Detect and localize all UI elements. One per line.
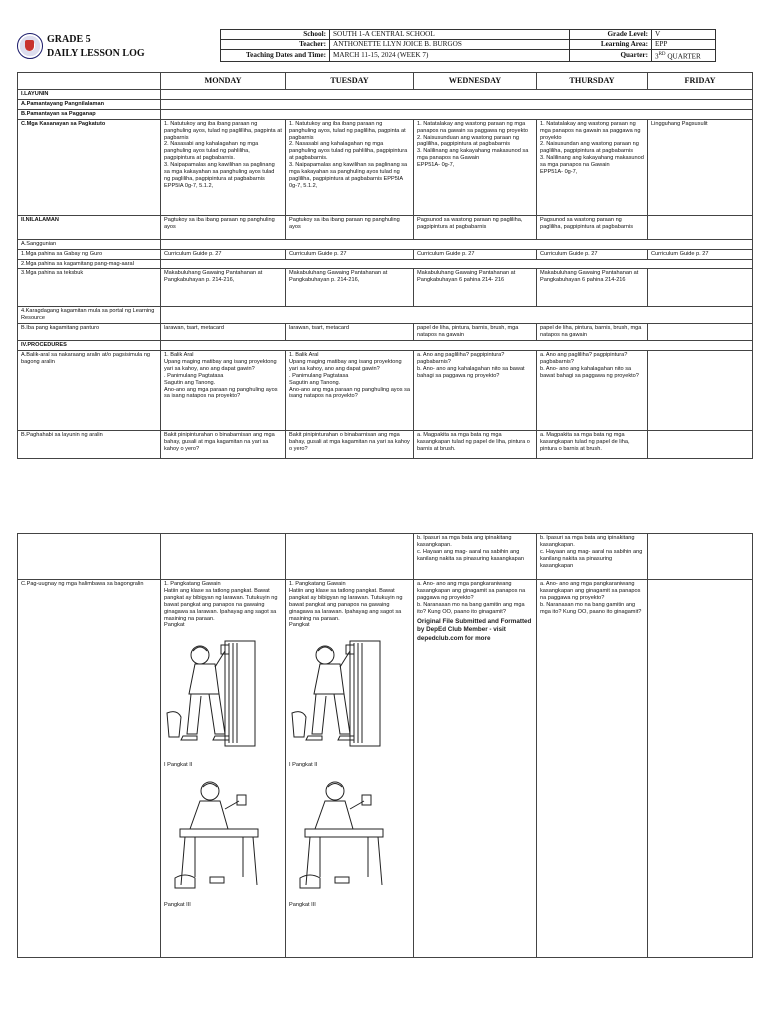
- quarter-value: 3RD QUARTER: [652, 50, 716, 62]
- day-header: THURSDAY: [537, 73, 648, 90]
- group-caption: I Pangkat II: [289, 762, 318, 769]
- row-label: B.Pamantayan sa Pagganap: [18, 109, 161, 119]
- row-label: 4.Karagdagang kagamitan mula sa portal ng Learning Resource: [18, 307, 161, 324]
- table-cell: Curriculum Guide p. 27: [537, 249, 648, 259]
- table-cell: [648, 534, 753, 580]
- empty-cell: [161, 90, 753, 100]
- deped-seal-logo: [17, 33, 43, 59]
- row-label: C.Pag-uugnay ng mga halimbawa sa bagongralin: [18, 580, 161, 958]
- row-label: 1.Mga pahina sa Gabay ng Guro: [18, 249, 161, 259]
- corner-cell: [18, 73, 161, 90]
- group-activity-text: 1. Pangkatang Gawain Hatiin ang klase sa tatlong pangkat. Bawat pangkat ay bibigyan ng larawan. Tutukuyin ng bawat pangkat ang panapos na gawaing ginagawa sa larawan. Ipahayag ang sagot sa masining na paraan. Pangkat: [289, 581, 403, 629]
- varnishing-table-illustration: [165, 773, 265, 898]
- wednesday-questions: a. Ano- ano ang mga pangkaraniwang kasangkapan ang ginagamit sa panapos na paggawa ng proyekto? b. Naranasan mo na bang gamitin ang mga ito? Kung OO, paano ito ginagamit?: [417, 581, 526, 615]
- row-label: B.Paghahabi sa layunin ng aralin: [18, 430, 161, 458]
- row-label: B.Iba pang kagamitang panturo: [18, 324, 161, 341]
- school-value: SOUTH 1-A CENTRAL SCHOOL: [330, 30, 570, 40]
- table-cell: 1. Natutukoy ang iba ibang paraan ng panghuling ayos, tulad ng pagliliha, pagpinta at pagbarnis 2. Nasasabi ang kahalagahan ng mga panghuling ayos tulad ng pahliliha, pagpipintura at pagbabarnis. 3. Naipapamalas ang kawilihan sa paglinang sa mga kakayahan sa panghuling ayos tulad ng pagliliha, pagpipintura at pagbabarnis EPP5IA 0g-7, 5.1.2,: [286, 119, 414, 215]
- row-label: [18, 534, 161, 580]
- table-cell: [648, 430, 753, 458]
- row-label: A.Sanggunian: [18, 239, 161, 249]
- empty-cell: [161, 341, 753, 351]
- table-cell: papel de liha, pintura, barnis, brush, mga natapos na gawain: [414, 324, 537, 341]
- school-label: School:: [221, 30, 330, 40]
- monday-cell: [161, 580, 286, 958]
- table-cell: 1. Balik Aral Upang maging matibay ang isang proyektong yari sa kahoy, ano ang dapat gawin? . Panimulang Pagtatasa Sagutin ang Tanong. Ano-ano ang mga paraan ng panghuling ayos sa isang natapos na proyekto?: [161, 350, 286, 430]
- dates-label: Teaching Dates and Time:: [221, 50, 330, 62]
- row-label: C.Mga Kasanayan sa Pagkatuto: [18, 119, 161, 215]
- table-cell: a. Magpakita sa mga bata ng mga kasangkapan tulad ng papel de liha, pintura o barnis at brush.: [537, 430, 648, 458]
- day-header: WEDNESDAY: [414, 73, 537, 90]
- group-caption: Pangkat III: [289, 902, 316, 909]
- friday-cell: [648, 580, 753, 958]
- document-title: [47, 33, 145, 61]
- row-label: II.NILALAMAN: [18, 215, 161, 239]
- table-cell: [286, 534, 414, 580]
- table-cell: Makabuluhang Gawaing Pantahanan at Pangkabuhayan p. 214-216,: [286, 269, 414, 307]
- table-cell: Bakit pinipinturahan o binabarnisan ang mga bahay, gusali at mga kagamitan na yari sa kahoy o yero?: [161, 430, 286, 458]
- table-cell: 1. Balik Aral Upang maging matibay ang isang proyektong yari sa kahoy, ano ang dapat gawin? . Panimulang Pagtatasa Sagutin ang Tanong. Ano-ano ang mga paraan ng panghuling ayos sa isang natapos na proyekto?: [286, 350, 414, 430]
- day-header: MONDAY: [161, 73, 286, 90]
- table-cell: Pagsunod sa wastong paraan ng pagliliha, pagpipintura at pagbabarnis: [414, 215, 537, 239]
- table-cell: papel de liha, pintura, barnis, brush, mga natapos na gawain: [537, 324, 648, 341]
- sanding-wall-illustration: [290, 633, 390, 758]
- lesson-log-table-continued: [17, 533, 753, 958]
- group-caption: I Pangkat II: [164, 762, 193, 769]
- table-row: [18, 215, 753, 239]
- tuesday-cell: [286, 580, 414, 958]
- table-cell: Curriculum Guide p. 27: [286, 249, 414, 259]
- grade-level-label: Grade Level:: [570, 30, 652, 40]
- table-row: [18, 534, 753, 580]
- teacher-value: ANTHONETTE LLYN JOICE B. BURGOS: [330, 40, 570, 50]
- day-header: TUESDAY: [286, 73, 414, 90]
- table-row: [18, 109, 753, 119]
- table-row: [18, 269, 753, 307]
- depedclub-notice: Original File Submitted and Formatted by DepEd Club Member - visit depedclub.com for more: [417, 617, 532, 642]
- table-row: [18, 350, 753, 430]
- table-cell: [648, 350, 753, 430]
- table-row: [18, 430, 753, 458]
- table-cell: 1. Natatalakay ang wastong paraan ng mga panapos na gawain sa paggawa ng proyekto 2. Naisusundan ang wastong paraan ng pagliliha, pagpipintura at pagbabarnis 3. Nalilinang ang kakayahang makasunod sa mga panapos na Gawain EPP51A- 0g-7,: [537, 119, 648, 215]
- row-label: I.LAYUNIN: [18, 90, 161, 100]
- row-label: A.Pamantayang Pangnilalaman: [18, 99, 161, 109]
- learning-area-value: EPP: [652, 40, 716, 50]
- table-cell: Bakit pinipinturahan o binabarnisan ang mga bahay, gusali at mga kagamitan na yari sa kahoy o yero?: [286, 430, 414, 458]
- empty-cell: [161, 99, 753, 109]
- title-grade: GRADE 5: [47, 34, 91, 45]
- table-row: [18, 259, 753, 269]
- row-label: 3.Mga pahina sa teksbuk: [18, 269, 161, 307]
- table-cell: Makabuluhang Gawaing Pantahanan at Pangkabuhayan p. 214-216,: [161, 269, 286, 307]
- dates-value: MARCH 11-15, 2024 (WEEK 7): [330, 50, 570, 62]
- wednesday-cell: [414, 580, 537, 958]
- day-header-row: [18, 73, 753, 90]
- table-row: [18, 580, 753, 958]
- table-cell: a. Magpakita sa mga bata ng mga kasangkapan tulad ng papel de liha, pintura o barnis at brush.: [414, 430, 537, 458]
- empty-cell: [161, 109, 753, 119]
- table-cell: Lingguhang Pagsusulit: [648, 119, 753, 215]
- group-activity-text: 1. Pangkatang Gawain Hatiin ang klase sa tatlong pangkat. Bawat pangkat ay bibigyan ng larawan. Tutukuyin ng bawat pangkat ang panapos na gawaing ginagawa sa larawan. Ipahayag ang sagot sa masining na paraan. Pangkat: [164, 581, 278, 629]
- table-cell: larawan, tsart, metacard: [161, 324, 286, 341]
- row-label: IV.PROCEDURES: [18, 341, 161, 351]
- table-cell: Pagsunod sa wastong paraan ng pagliliha, pagpipintura at pagbabarnis: [537, 215, 648, 239]
- thursday-continued: b. Ipasuri sa mga bata ang ipinakitang kasangkapan. c. Hayaan ang mag- aaral na sabihin ang kanilang nakita sa pinasuring kasangkapan: [537, 534, 648, 580]
- table-row: [18, 239, 753, 249]
- day-header: FRIDAY: [648, 73, 753, 90]
- row-label: A.Balik-aral sa nakaraang aralin at/o pagsisimula ng bagong aralin: [18, 350, 161, 430]
- table-cell: Pagtukoy sa iba ibang paraan ng panghuling ayos: [286, 215, 414, 239]
- title-dll: DAILY LESSON LOG: [47, 48, 145, 59]
- empty-cell: [161, 307, 753, 324]
- row-label: 2.Mga pahina sa kagamitang pang-mag-aaral: [18, 259, 161, 269]
- table-row: [18, 307, 753, 324]
- empty-cell: [161, 259, 753, 269]
- table-cell: [648, 215, 753, 239]
- table-cell: Makabuluhang Gawaing Pantahanan at Pangkabuhayan 6 pahina 214-216: [537, 269, 648, 307]
- learning-area-label: Learning Area:: [570, 40, 652, 50]
- table-cell: 1. Natutukoy ang iba ibang paraan ng panghuling ayos, tulad ng paglilliha, pagpinta at pagbarnis 2. Nasasabi ang kahalagahan ng mga panghuling ayos tulad ng pahliliha, pagpipintura at pagbabarnis. 3. Naipapamalas ang kawilihan sa paglinang sa mga kakayahan sa panghuling ayos tulad ng pagliliha, pagpipintura at pagbabarnis EPP5IA 0g-7, 5.1.2,: [161, 119, 286, 215]
- table-cell: [648, 269, 753, 307]
- varnishing-table-illustration: [290, 773, 390, 898]
- thursday-cell: a. Ano- ano ang mga pangkaraniwang kasangkapan ang ginagamit sa panapos na paggawa ng proyekto? b. Naranasan mo na bang gamitin ang mga ito? Kung OO, paano ito ginagamit?: [537, 580, 648, 958]
- table-row: [18, 90, 753, 100]
- grade-level-value: V: [652, 30, 716, 40]
- table-cell: Curriculum Guide p. 27: [414, 249, 537, 259]
- table-cell: larawan, tsart, metacard: [286, 324, 414, 341]
- quarter-label: Quarter:: [570, 50, 652, 62]
- table-cell: Makabuluhang Gawaing Pantahanan at Pangkabuhayan 6 pahina 214- 216: [414, 269, 537, 307]
- lesson-log-table: [17, 72, 753, 459]
- table-cell: Pagtukoy sa iba ibang paraan ng panghuling ayos: [161, 215, 286, 239]
- table-row: [18, 324, 753, 341]
- table-row: [18, 119, 753, 215]
- table-row: [18, 99, 753, 109]
- group-caption: Pangkat III: [164, 902, 191, 909]
- table-cell: a. Ano ang pagliliha? pagpipintura? pagbabarnis? b. Ano- ano ang kahalagahan nito sa bawat bahagi sa paggawa ng proyekto?: [537, 350, 648, 430]
- header-info-table: [220, 29, 716, 62]
- table-row: [18, 249, 753, 259]
- sanding-wall-illustration: [165, 633, 265, 758]
- table-cell: Curriculum Guide p. 27: [648, 249, 753, 259]
- table-cell: [161, 534, 286, 580]
- table-cell: [648, 324, 753, 341]
- empty-cell: [161, 239, 753, 249]
- teacher-label: Teacher:: [221, 40, 330, 50]
- table-cell: Curriculum Guide p. 27: [161, 249, 286, 259]
- table-row: [18, 341, 753, 351]
- table-cell: 1. Natatalakay ang wastong paraan ng mga panapos na gawain sa paggawa ng proyekto 2. Naisusunduan ang wastong paraan ng pagliliha, pagpipintura at pagbabarnis 3. Nalilinang ang kakayahang makasunod sa mga panapos na Gawain EPP51A- 0g-7,: [414, 119, 537, 215]
- table-cell: a. Ano ang pagliliha? pagpipintura? pagbabarnis? b. Ano- ano ang kahalagahan nito sa bawat bahagi sa paggawa ng proyekto?: [414, 350, 537, 430]
- wednesday-continued: b. Ipasuri sa mga bata ang ipinakitang kasangkapan. c. Hayaan ang mag- aaral na sabihin ang kanilang nakita sa pinasuring kasangkapan: [414, 534, 537, 580]
